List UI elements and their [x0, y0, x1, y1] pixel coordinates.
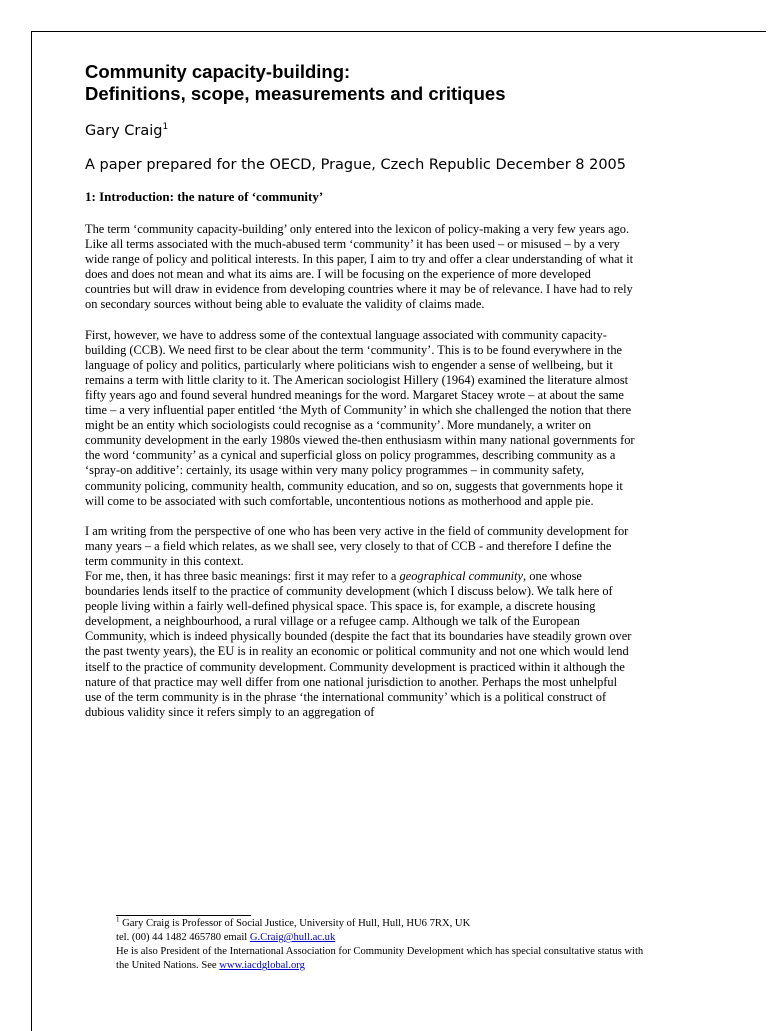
- prepared-for: A paper prepared for the OECD, Prague, Czech Republic December 8 2005: [85, 157, 626, 173]
- website-link[interactable]: www.iacdglobal.org: [219, 960, 305, 971]
- paper-title: [85, 61, 635, 105]
- section-heading: 1: Introduction: the nature of ‘community’: [85, 189, 324, 204]
- author-name: Gary Craig: [85, 123, 163, 139]
- title-line-1: Community capacity-building:: [85, 61, 351, 82]
- footnote-president: He is also President of the International Association for Community Development which has special consultative status with the United Nations. See: [116, 946, 644, 971]
- footnote-tel: tel. (00) 44 1482 465780 email: [116, 932, 250, 943]
- footnote: [116, 917, 656, 973]
- paragraph-2: First, however, we have to address some of the contextual language associated with community capacity-building (CCB). We need first to be clear about the term ‘community’. This is to be found everywhere in the language of policy and politics, particularly where politicians wish to engender a sense of wellbeing, but it remains a term with little clarity to it. The American sociologist Hillery (1964) examined the literature almost fifty years ago and found several hundred meanings for the word. Margaret Stacey wrote – at about the same time – a very influential paper entitled ‘the Myth of Community’ in which she challenged the notion that there might be an entity which sociologists could recognise as a ‘community’. More mundanely, a writer on community development in the early 1980s viewed the-then enthusiasm within many national governments for the word ‘community’ as a cynical and superficial gloss on policy programmes, describing community as a ‘spray-on additive’: certainly, its usage within very many policy programmes – in community safety, community policing, community health, community education, and so on, suggests that governments hope it will come to be associated with such comfortable, uncontentious notions as motherhood and apple pie.: [85, 327, 635, 508]
- paragraph-4-emphasis: geographical community: [399, 568, 524, 583]
- footnote-line-3: [116, 945, 656, 973]
- paragraph-4-start: For me, then, it has three basic meanings: first it may refer to a: [85, 568, 400, 583]
- footnote-line-2: [116, 931, 656, 945]
- paragraph-4: [85, 569, 635, 720]
- author-line: [85, 122, 635, 140]
- paragraph-1: The term ‘community capacity-building’ only entered into the lexicon of policy-making a very few years ago. Like all terms associated with the much-abused term ‘community’ it has been used – or misused – by a very wide range of policy and political interests. In this paper, I aim to try and offer a clear understanding of what it does and does not mean and what its aims are. I will be focusing on the experience of more developed countries but will draw in evidence from developing countries where it may be of relevance. I have had to rely on secondary sources without being able to evaluate the validity of claims made.: [85, 222, 634, 312]
- paragraph-3: I am writing from the perspective of one who has been very active in the field of community development for many years – a field which relates, as we shall see, very closely to that of CCB - and therefore I define the term community in this context.: [85, 523, 629, 568]
- paragraph-4-rest: , one whose boundaries lends itself to the practice of community development (which I discuss below). We talk here of people living within a fairly well-defined physical space. This space is, for example, a discrete housing development, a neighbourhood, a rural village or a refugee camp. Although we talk of the European Community, which is indeed physically bounded (despite the fact that its boundaries have steadily grown over the past twenty years), the EU is in reality an economic or political community and not one which would lend itself to the practice of community development. Community development is practiced within it although the nature of that practice may well differ from one national jurisdiction to another. Perhaps the most unhelpful use of the term community is in the phrase ‘the international community’ which is a political construct of dubious validity since it refers simply to an aggregation of: [85, 568, 632, 719]
- title-line-2: Definitions, scope, measurements and critiques: [85, 83, 506, 104]
- page-content: [85, 61, 635, 720]
- footnote-rule: [116, 915, 251, 916]
- footnote-mark: 1: [116, 915, 120, 924]
- email-link[interactable]: G.Craig@hull.ac.uk: [249, 932, 336, 943]
- footnote-affiliation: Gary Craig is Professor of Social Justice, University of Hull, Hull, HU6 7RX, UK: [119, 918, 471, 929]
- footnote-line-1: [116, 917, 656, 931]
- author-footnote-mark: 1: [162, 122, 169, 133]
